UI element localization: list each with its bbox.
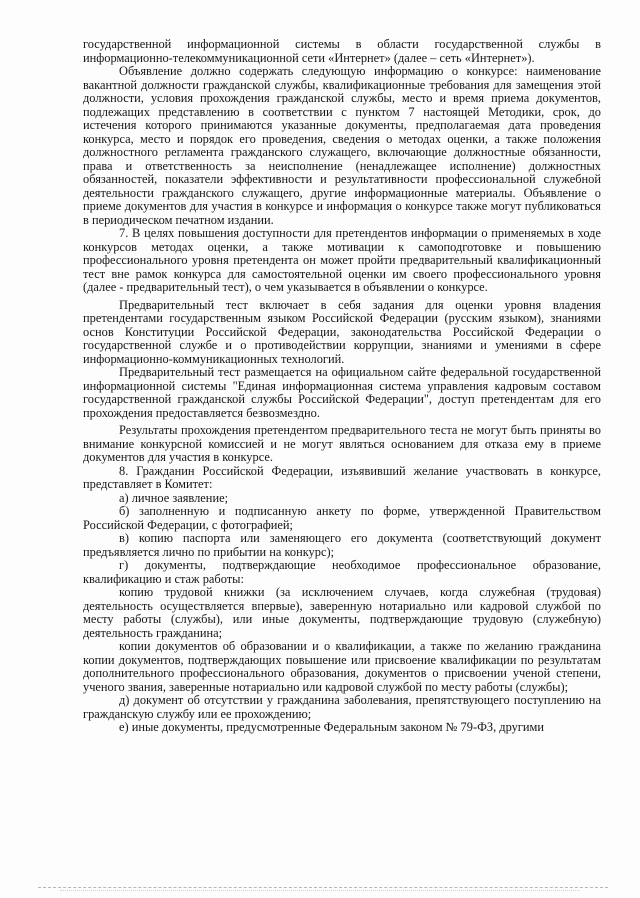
list-item-v: в) копию паспорта или заменяющего его документа (соответствующий документ предъявляется лично по прибытии на конкурс); [83,531,601,559]
sub-item-work-record: копию трудовой книжки (за исключением случаев, когда служебная (трудовая) деятельность осуществляется впервые), заверенную нотариально или кадровой службой по месту работы (службы), или иные документы, подтверждающие трудовую (служебную) деятельность гражданина; [83,585,601,640]
scan-edge-line-secondary [60,890,580,892]
paragraph-announcement-content: Объявление должно содержать следующую информацию о конкурсе: наименование вакантной должности гражданской службы, квалификационные требования для замещения этой должности, условия прохождения гражданской службы, место и время приема документов, подлежащих представлению в соответствии с пунктом 7 настоящей Методики, срок, до истечения которого принимаются указанные документы, предполагаемая дата проведения конкурса, место и порядок его проведения, сведения о методах оценки, а также положения должностного регламента гражданского служащего, включающие должностные обязанности, права и ответственность за неисполнение (ненадлежащее исполнение) должностных обязанностей, показатели эффективности и результативности профессиональной служебной деятельности гражданского служащего, другие информационные материалы. Объявление о приеме документов для участия в конкурсе и информация о конкурсе также могут публиковаться в периодическом печатном издании. [83,64,601,227]
paragraph-network-clause: государственной информационной системы в области государственной службы в информационно-телекоммуникационной сети «Интернет» (далее – сеть «Интернет»). [83,37,601,65]
document-text-body [83,38,601,735]
list-item-b: б) заполненную и подписанную анкету по форме, утвержденной Правительством Российской Федерации, с фотографией; [83,504,601,532]
list-item-d: д) документ об отсутствии у гражданина заболевания, препятствующего поступлению на гражданскую службу или ее прохождению; [83,693,601,721]
list-item-g: г) документы, подтверждающие необходимое профессиональное образование, квалификацию и стаж работы: [83,558,601,586]
list-item-e: е) иные документы, предусмотренные Федеральным законом № 79-ФЗ, другими [119,720,544,734]
sub-item-education-docs: копии документов об образовании и о квалификации, а также по желанию гражданина копии документов, подтверждающих повышение или присвоение квалификации по результатам дополнительного профессионального образования, документов о присвоении ученой степени, ученого звания, заверенные нотариально или кадровой службой по месту работы (службы); [83,639,601,694]
paragraph-preliminary-test-content: Предварительный тест включает в себя задания для оценки уровня владения претендентами государственным языком Российской Федерации (русским языком), знаниями основ Конституции Российской Федерации, законодательства Российской Федерации о государственной службе и о противодействии коррупции, знаниями и умениями в сфере информационно-коммуникационных технологий. [83,297,601,366]
paragraph-preliminary-test-location: Предварительный тест размещается на официальном сайте федеральной государственной информационной системы "Единая информационная система управления кадровым составом государственной гражданской службы Российской Федерации", доступ претендентам для его прохождения предоставляется безвозмездно. [83,365,601,420]
list-item-a: а) личное заявление; [119,490,229,505]
paragraph-item-8: 8. Гражданин Российской Федерации, изъявивший желание участвовать в конкурсе, представляет в Комитет: [83,463,601,491]
paragraph-item-7: 7. В целях повышения доступности для претендентов информации о применяемых в ходе конкурсов методах оценки, а также мотивации к самоподготовке и повышению профессионального уровня претендента он может пройти предварительный квалификационный тест вне рамок конкурса для самостоятельной оценки им своего профессионального уровня (далее - предварительный тест), о чем указывается в объявлении о конкурсе. [83,226,601,294]
paragraph-preliminary-test-results: Результаты прохождения претендентом предварительного теста не могут быть приняты во внимание конкурсной комиссией и не могут являться основанием для отказа ему в приеме документов для участия в конкурсе. [83,423,601,464]
